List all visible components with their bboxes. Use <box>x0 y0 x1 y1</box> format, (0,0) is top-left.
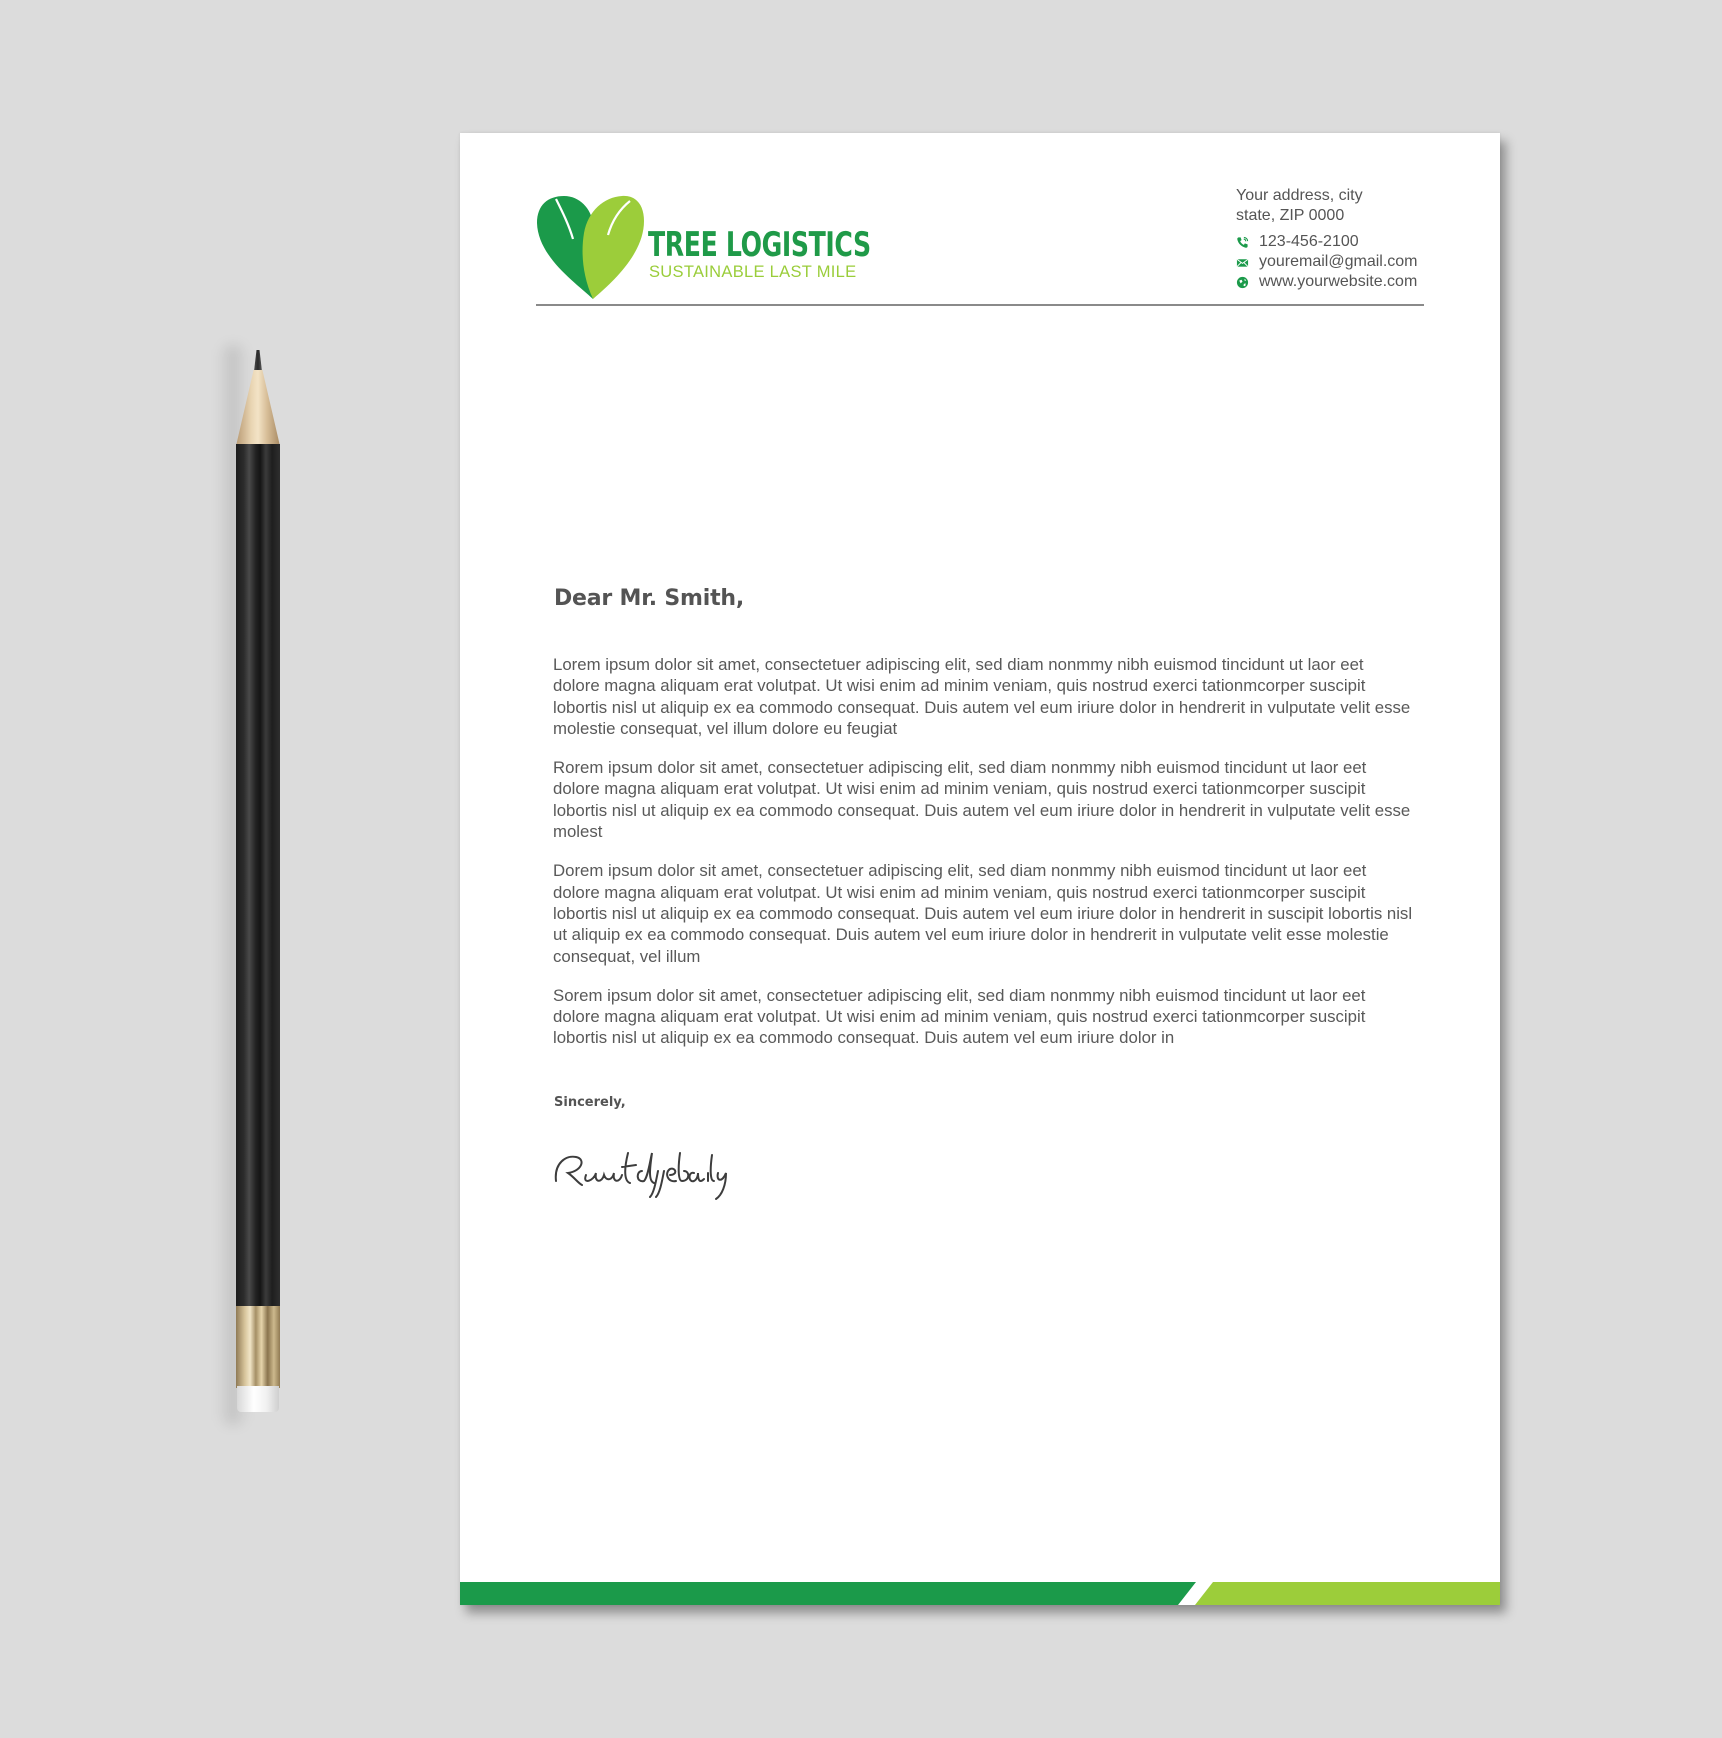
header-divider <box>536 304 1424 306</box>
address-line-1: Your address, city <box>1236 187 1363 204</box>
contact-block <box>1236 186 1418 292</box>
phone-number: 123-456-2100 <box>1259 233 1359 250</box>
pencil-wood-tip <box>236 370 280 446</box>
footer-band-dark-green <box>460 1582 1196 1605</box>
footer-color-band <box>460 1582 1500 1605</box>
pencil-eraser <box>237 1386 279 1412</box>
letter-body <box>553 654 1413 1067</box>
letter-closing: Sincerely, <box>554 1095 626 1110</box>
pencil-image <box>236 350 280 1420</box>
website-url: www.yourwebsite.com <box>1259 273 1418 290</box>
phone-icon <box>1236 236 1249 249</box>
letter-salutation: Dear Mr. Smith, <box>554 586 745 611</box>
address-line-2: state, ZIP 0000 <box>1236 207 1345 224</box>
footer-band-light-green <box>1195 1582 1500 1605</box>
body-paragraph: Rorem ipsum dolor sit amet, consectetuer adipiscing elit, sed diam nonmmy nibh euismod tincidunt ut laor eet dolore magna aliquam erat volutpat. Ut wisi enim ad minim veniam, quis nostrud exerci tationmcorper suscipit lobortis nisl ut aliquip ex ea commodo consequat. Duis autem vel eum iriure dolor in hendrerit in vulputate velit esse molest <box>553 758 1411 842</box>
heart-leaf-icon <box>536 195 646 299</box>
email-address: youremail@gmail.com <box>1259 253 1418 270</box>
body-paragraph: Sorem ipsum dolor sit amet, consectetuer adipiscing elit, sed diam nonmmy nibh euismod tincidunt ut laor eet dolore magna aliquam erat volutpat. Ut wisi enim ad minim veniam, quis nostrud exerci tationmcorper suscipit lobortis nisl ut aliquip ex ea commodo consequat. Duis autem vel eum iriure dolor in <box>553 985 1366 1048</box>
envelope-icon <box>1236 256 1249 269</box>
company-name: TREE LOGISTICS <box>648 225 871 265</box>
pencil-body <box>236 444 280 1306</box>
body-paragraph: Lorem ipsum dolor sit amet, consectetuer adipiscing elit, sed diam nonmmy nibh euismod tincidunt ut laor eet dolore magna aliquam erat volutpat. Ut wisi enim ad minim veniam, quis nostrud exerci tationmcorper suscipit lobortis nisl ut aliquip ex ea commodo consequat. Duis autem vel eum iriure dolor in hendrerit in vulputate velit esse molestie consequat, vel illum dolore eu feugiat <box>553 655 1411 738</box>
globe-icon <box>1236 276 1249 289</box>
pencil-ferrule <box>236 1306 280 1388</box>
body-paragraph: Dorem ipsum dolor sit amet, consectetuer adipiscing elit, sed diam nonmmy nibh euismod tincidunt ut laor eet dolore magna aliquam erat volutpat. Ut wisi enim ad minim veniam, quis nostrud exerci tationmcorper suscipit lobortis nisl ut aliquip ex ea commodo consequat. Duis autem vel eum iriure dolor in hendrerit in suscipit lobortis nisl ut aliquip ex ea commodo consequat. Duis autem vel eum iriure dolor in hendrerit in vulputate velit esse molestie consequat, vel illum <box>553 861 1413 966</box>
signature-image <box>552 1141 732 1201</box>
company-tagline: SUSTAINABLE LAST MILE <box>649 263 857 281</box>
contact-website <box>1236 272 1418 292</box>
contact-email <box>1236 252 1418 272</box>
contact-phone <box>1236 232 1418 252</box>
letterhead-paper <box>460 133 1500 1605</box>
